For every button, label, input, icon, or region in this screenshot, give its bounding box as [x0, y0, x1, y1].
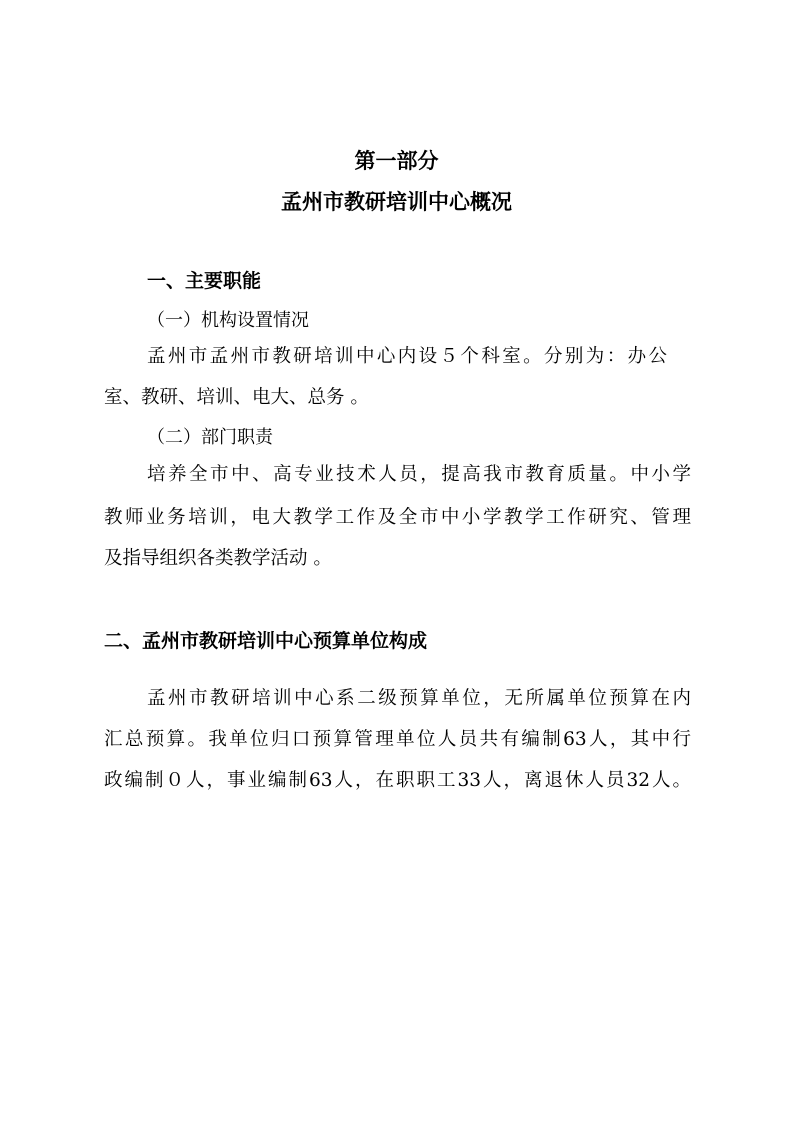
section-1-heading: 一、主要职能 [147, 270, 262, 292]
section-2-heading: 二、孟州市教研培训中心预算单位构成 [104, 630, 428, 652]
subsection-2-heading: （二）部门职责 [147, 427, 273, 448]
document-title: 孟州市教研培训中心概况 [281, 190, 512, 214]
paragraph-line: 教师业务培训，电大教学工作及全市中小学教学工作研究、管理 [104, 507, 691, 528]
subsection-1-heading: （一）机构设置情况 [147, 310, 309, 331]
paragraph-line: 汇总预算。我单位归口预算管理单位人员共有编制63人，其中行 [104, 729, 691, 750]
paragraph-line: 政编制０人，事业编制63人，在职职工33人，离退休人员32人。 [104, 770, 691, 791]
paragraph-line: 孟州市教研培训中心系二级预算单位，无所属单位预算在内 [147, 688, 691, 709]
part-title: 第一部分 [354, 149, 439, 173]
paragraph-line: 室、教研、培训、电大、总务 。 [104, 387, 369, 408]
paragraph-line: 及指导组织各类教学活动 。 [104, 548, 332, 569]
paragraph-line: 培养全市中、高专业技术人员，提高我市教育质量。中小学 [147, 464, 691, 485]
paragraph-line: 孟州市孟州市教研培训中心内设５个科室。分别为：办公 [147, 346, 667, 367]
